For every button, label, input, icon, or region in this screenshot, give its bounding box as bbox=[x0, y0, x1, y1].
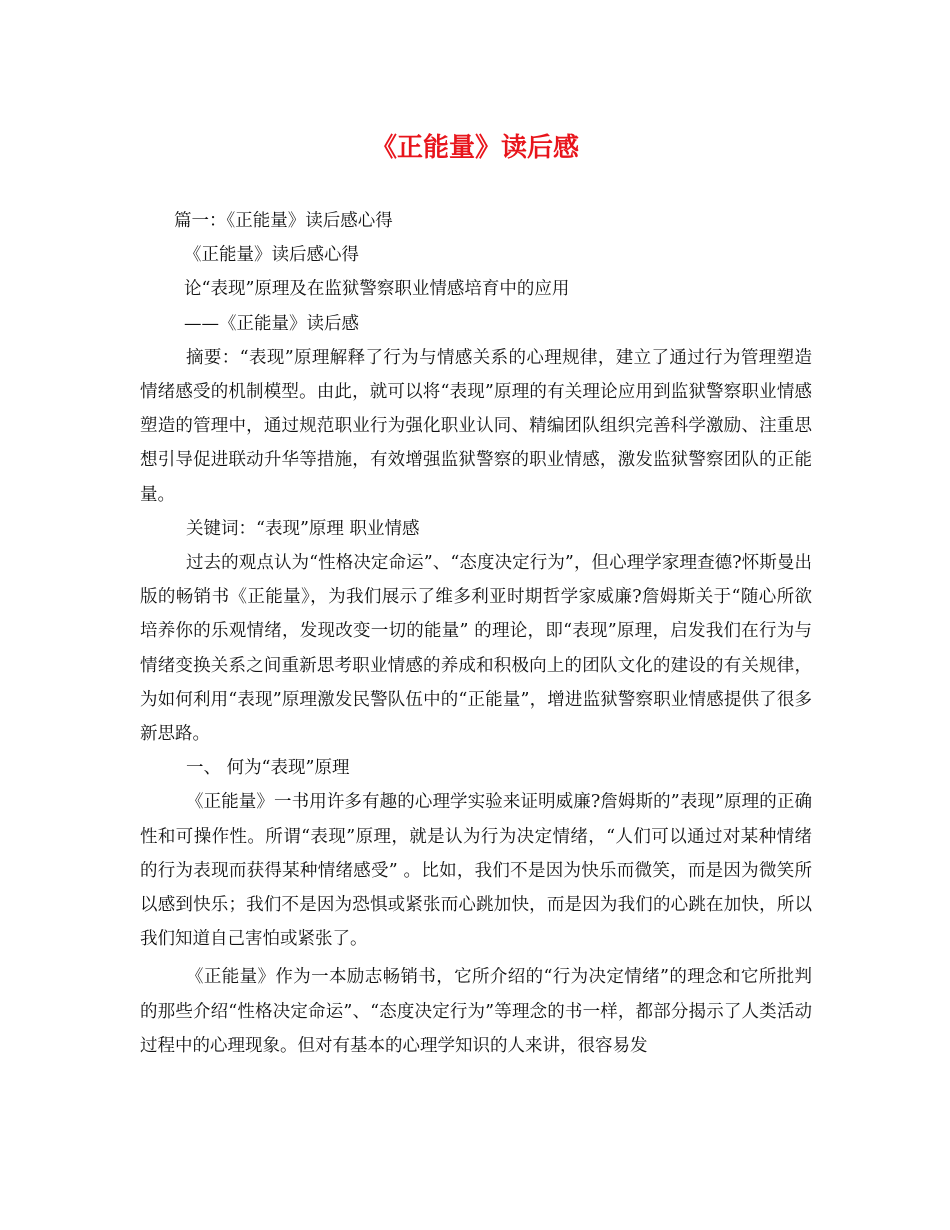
body-paragraph-3: 《正能量》作为一本励志畅销书，它所介绍的“行为决定情绪”的理念和它所批判的那些介绍“性格决定命运”、“态度决定行为”等理念的书一样，都部分揭示了人类活动过程中的心理现象。但对有基本的心理学知识的人来讲，很容易发 bbox=[140, 967, 812, 1056]
keywords-line: 关键词：“表现”原理 职业情感 bbox=[186, 518, 420, 539]
article-topic: 论“表现”原理及在监狱警察职业情感培育中的应用 bbox=[184, 279, 570, 300]
section-heading-1: 一、 何为“表现”原理 bbox=[186, 758, 350, 779]
article-subheading: 《正能量》读后感心得 bbox=[184, 245, 359, 266]
article-topic-subtitle: ——《正能量》读后感 bbox=[184, 313, 359, 334]
document-title: 《正能量》读后感 bbox=[370, 133, 579, 163]
document-body bbox=[140, 204, 812, 1063]
article-heading: 篇一：《正能量》读后感心得 bbox=[174, 211, 393, 231]
body-paragraph-1: 过去的观点认为“性格决定命运”、“态度决定行为”，但心理学家理查德?怀斯曼出版的畅销书《正能量》，为我们展示了维多利亚时期哲学家威廉?詹姆斯关于“随心所欲培养你的乐观情绪，发现改变一切的能量” 的理论，即“表现”原理，启发我们在行为与情绪变换关系之间重新思考职业情感的养成和积极向上的团队文化的建设的有关规律，为如何利用“表现”原理激发民警队伍中的“正能量”，增进监狱警察职业情感提供了很多新思路。 bbox=[140, 553, 812, 745]
body-paragraph-2: 《正能量》一书用许多有趣的心理学实验来证明威廉?詹姆斯的”表现”原理的正确性和可操作性。所谓“表现”原理，就是认为行为决定情绪，“人们可以通过对某种情绪的行为表现而获得某种情绪感受” 。比如，我们不是因为快乐而微笑，而是因为微笑所以感到快乐；我们不是因为恐惧或紧张而心跳加快，而是因为我们的心跳在加快，所以我们知道自己害怕或紧张了。 bbox=[140, 792, 812, 950]
abstract-paragraph: 摘要：“表现”原理解释了行为与情感关系的心理规律，建立了通过行为管理塑造情绪感受的机制模型。由此，就可以将“表现”原理的有关理论应用到监狱警察职业情感塑造的管理中，通过规范职业行为强化职业认同、精编团队组织完善科学激励、注重思想引导促进联动升华等措施，有效增强监狱警察的职业情感，激发监狱警察团队的正能量。 bbox=[140, 347, 812, 505]
